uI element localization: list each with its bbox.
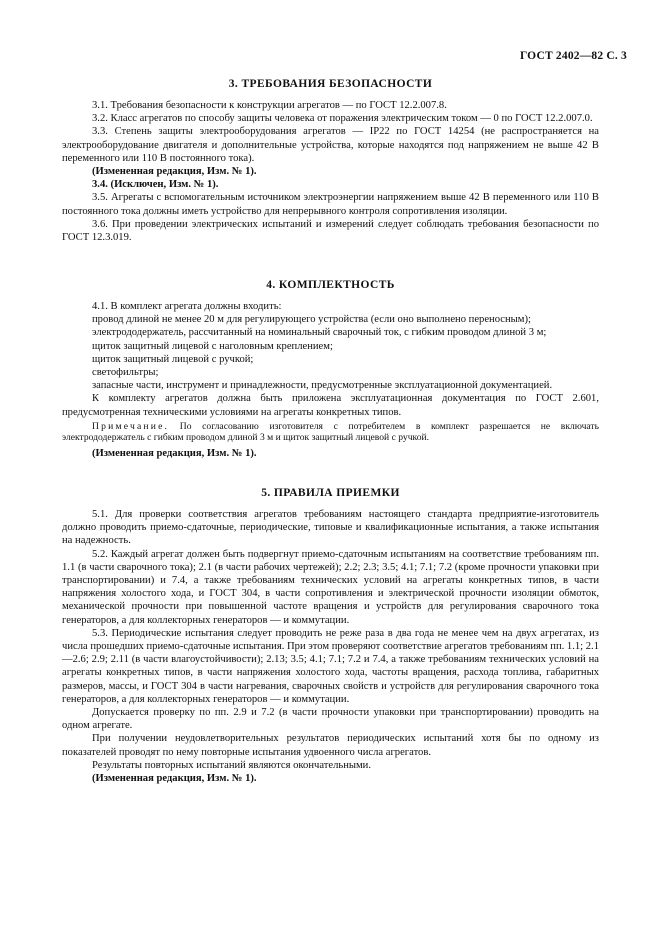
documentation-paragraph: К комплекту агрегатов должна быть приложена эксплуатационная документация по ГОСТ 2.601, предусмотренная техническими условиями на агрегаты конкретных типов.	[62, 393, 599, 418]
clause-3-4: 3.4. (Исключен, Изм. № 1).	[92, 179, 219, 191]
running-header: ГОСТ 2402—82 С. 3	[519, 50, 627, 62]
clause-3-1: 3.1. Требования безопасности к конструкции агрегатов — по ГОСТ 12.2.007.8.	[92, 100, 447, 111]
note-text: По согласованию изготовителя с потребителем в комплект разрешается не включать электрододержатель с гибким проводом длиной 3 м и щиток защитный лицевой с ручкой.	[62, 420, 599, 444]
clause-3-5: 3.5. Агрегаты с вспомогательным источником электроэнергии напряжением выше 42 В переменного или 110 В постоянного тока должны иметь устройство для непрерывного контроля сопротивления изоляции.	[62, 192, 599, 217]
clause-3-6: 3.6. При проведении электрических испытаний и измерений следует соблюдать требования безопасности по ГОСТ 12.3.019.	[62, 218, 599, 244]
section-3	[62, 77, 599, 244]
clause-3-3: 3.3. Степень защиты электрооборудования агрегатов — IP22 по ГОСТ 14254 (не распространяется на электрооборудование двигателя и дополнительные устройства, которые находятся под напряжением не выше 42 В переменного или 110 В постоянного тока).	[62, 126, 599, 164]
clause-5-3: 5.3. Периодические испытания следует проводить не реже раза в два года не менее чем на двух агрегатах, из числа прошедших приемо-сдаточные испытания. При этом проверяют соответствие агрегатов требованиям пп. 1.1; 2.1—2.6; 2.9; 2.11 (в части влагоустойчивости); 2.13; 3.5; 4.1; 7.1; 7.2 и 7.4, а также требованиям технических условий на агрегаты конкретных типов, в части напряжения холостого хода, частоты вращения, расхода топлива, габаритных размеров, массы, и ГОСТ 304 в части нагревания, сварочных свойств и устройств для регулирования сварочного тока генераторов, а для коллекторных генераторов — и коммутации.	[62, 627, 599, 705]
list-item: щиток защитный лицевой с ручкой;	[92, 353, 254, 365]
note	[62, 421, 599, 444]
note-label: Примечание.	[92, 420, 170, 432]
amendment-note: (Измененная редакция, Изм. № 1).	[92, 773, 257, 785]
list-item: запасные части, инструмент и принадлежности, предусмотренные эксплуатационной документацией.	[92, 380, 553, 392]
kit-list	[62, 313, 599, 392]
section-4	[62, 278, 599, 460]
clause-5-2: 5.2. Каждый агрегат должен быть подвергнут приемо-сдаточным испытаниям на соответствие требованиям пп. 1.1 (в части сварочного тока); 2.1 (в части рабочих чертежей); 2.2; 2.3; 3.5; 4.1; 7.1; 7.2 (кроме прочности упаковки при транспортировании) и 7.4, а также требованиям технических условий на агрегаты конкретных типов, в части напряжения холостого хода, и ГОСТ 304, в части сопротивления и электрической прочности изоляции обмоток, механической прочности при повышенной частоте вращения и устройств для регулирования сварочного тока генераторов, а для коллекторных генераторов — и коммутации.	[62, 548, 599, 626]
section-4-title: 4. КОМПЛЕКТНОСТЬ	[266, 279, 395, 291]
list-item: щиток защитный лицевой с наголовным креплением;	[92, 340, 333, 352]
paragraph-single-unit-check: Допускается проверку по пп. 2.9 и 7.2 (в части прочности упаковки при транспортировании) проводить на одном агрегате.	[62, 707, 599, 732]
clause-5-1: 5.1. Для проверки соответствия агрегатов требованиям настоящего стандарта предприятие-изготовитель должно проводить приемо-сдаточные, периодические, типовые и квалификационные испытания, а также испытания на надежность.	[62, 509, 599, 547]
list-item: светофильтры;	[92, 367, 159, 379]
amendment-note: (Измененная редакция, Изм. № 1).	[92, 166, 257, 178]
section-5	[62, 486, 599, 785]
amendment-note: (Измененная редакция, Изм. № 1).	[92, 448, 257, 460]
section-5-title: 5. ПРАВИЛА ПРИЕМКИ	[261, 487, 400, 499]
paragraph-repeat-tests: При получении неудовлетворительных результатов периодических испытаний хотя бы по одному из показателей проводят по нему повторные испытания удвоенного числа агрегатов.	[62, 733, 599, 758]
clause-4-1: 4.1. В комплект агрегата должны входить:	[92, 301, 282, 312]
list-item: электрододержатель, рассчитанный на номинальный сварочный ток, с гибким проводом длиной 3 м;	[92, 327, 547, 339]
list-item: провод длиной не менее 20 м для регулирующего устройства (если оно выполнено переносным);	[92, 314, 531, 326]
paragraph-final-results: Результаты повторных испытаний являются окончательными.	[92, 759, 372, 771]
section-3-title: 3. ТРЕБОВАНИЯ БЕЗОПАСНОСТИ	[228, 78, 433, 90]
clause-3-2: 3.2. Класс агрегатов по способу защиты человека от поражения электрическим током — 0 по ГОСТ 12.2.007.0.	[92, 113, 593, 125]
